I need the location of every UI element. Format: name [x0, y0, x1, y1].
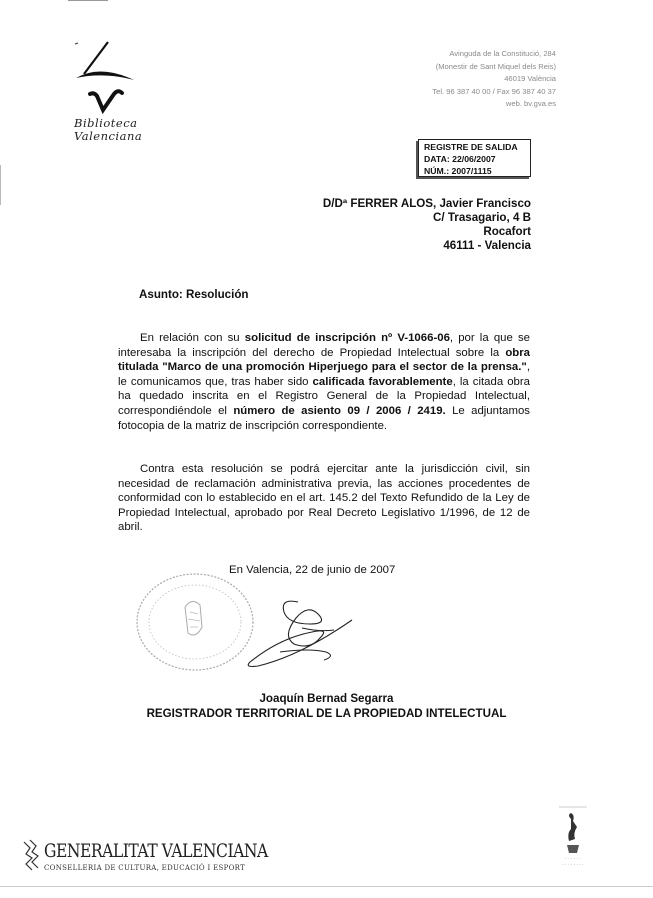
generalitat-name: GENERALITAT VALENCIANA	[44, 840, 268, 862]
address-line: web. bv.gva.es	[505, 99, 556, 108]
bold-run: calificada favorablemente	[312, 375, 453, 388]
signer-title: REGISTRADOR TERRITORIAL DE LA PROPIEDAD INTELECTUAL	[146, 706, 507, 720]
conselleria-name: CONSELLERIA DE CULTURA, EDUCACIÓ I ESPORT	[44, 864, 246, 872]
scan-artifact-line	[68, 0, 108, 1]
bold-run: obra titulada "Marco de una promoción Hiperjuego para el sector de la prensa."	[118, 346, 530, 374]
library-name	[74, 117, 142, 143]
address-line: (Monestir de Sant Miquel dels Reis)	[435, 61, 556, 71]
recipient-postal: 46111 - Valencia	[443, 239, 531, 252]
place-and-date: En Valencia, 22 de junio de 2007	[229, 564, 396, 576]
text-run: , la citada obra ha quedado inscrita en el Registro General de la Propiedad Intelectual, correspondiéndole el	[118, 375, 531, 417]
address-line: 46019 València	[504, 74, 556, 83]
stamp-date: DATA: 22/06/2007	[424, 154, 496, 164]
address-line: Tel. 96 387 40 00 / Fax 96 387 40 37	[432, 86, 556, 96]
biblioteca-valenciana-logo-icon	[70, 36, 140, 116]
text-run: , por la que se interesaba la inscripción del derecho de Propiedad Intelectual sobre la	[118, 332, 530, 359]
bold-run: solicitud de inscripción nº V-1066-06	[244, 332, 450, 344]
text-run: Le adjuntamos fotocopia de la matriz de inscripción correspondiente.	[118, 404, 531, 432]
body-paragraph-1	[118, 331, 530, 433]
signer-name: Joaquín Bernad Segarra	[259, 692, 394, 705]
text-run: , le comunicamos que, tras haber sido	[118, 361, 530, 388]
subject-line: Asunto: Resolución	[139, 288, 249, 301]
registry-stamp	[418, 139, 531, 177]
recipient-street: C/ Trasagario, 4 B	[433, 211, 531, 224]
library-name-line1: Biblioteca	[74, 116, 138, 130]
signer-block	[0, 692, 653, 721]
recipient-name: D/Dª FERRER ALOS, Javier Francisco	[322, 197, 531, 210]
body-paragraph-2: Contra esta resolución se podrá ejercitar ante la jurisdicción civil, sin necesidad de reclamación administrativa previa, las acciones procedentes de conformidad con lo establecido en el art. 145.2 del Texto Refundido de la Ley de Propiedad Intelectual, aprobado por Real Decreto Legislativo 1/1996, de 12 de abril.	[118, 463, 530, 534]
bottom-rule	[0, 886, 653, 887]
stamp-number: NÚM.: 2007/1115	[424, 166, 492, 176]
library-address	[380, 48, 556, 111]
handwritten-signature-icon	[240, 594, 360, 674]
recipient-address	[300, 197, 531, 253]
stamp-title: REGISTRE DE SALIDA	[424, 142, 518, 152]
scan-artifact-line	[0, 165, 1, 205]
bold-run: número de asiento 09 / 2006 / 2419.	[233, 404, 446, 417]
address-line: Avinguda de la Constitució, 284	[449, 49, 556, 58]
library-name-line2: Valenciana	[74, 129, 143, 143]
generalitat-emblem-icon	[20, 838, 42, 872]
text-run: En relación con su	[140, 332, 245, 344]
recipient-town: Rocafort	[483, 225, 531, 238]
emblem-caption: · · · · · · · · · · · · · ·	[562, 857, 584, 868]
